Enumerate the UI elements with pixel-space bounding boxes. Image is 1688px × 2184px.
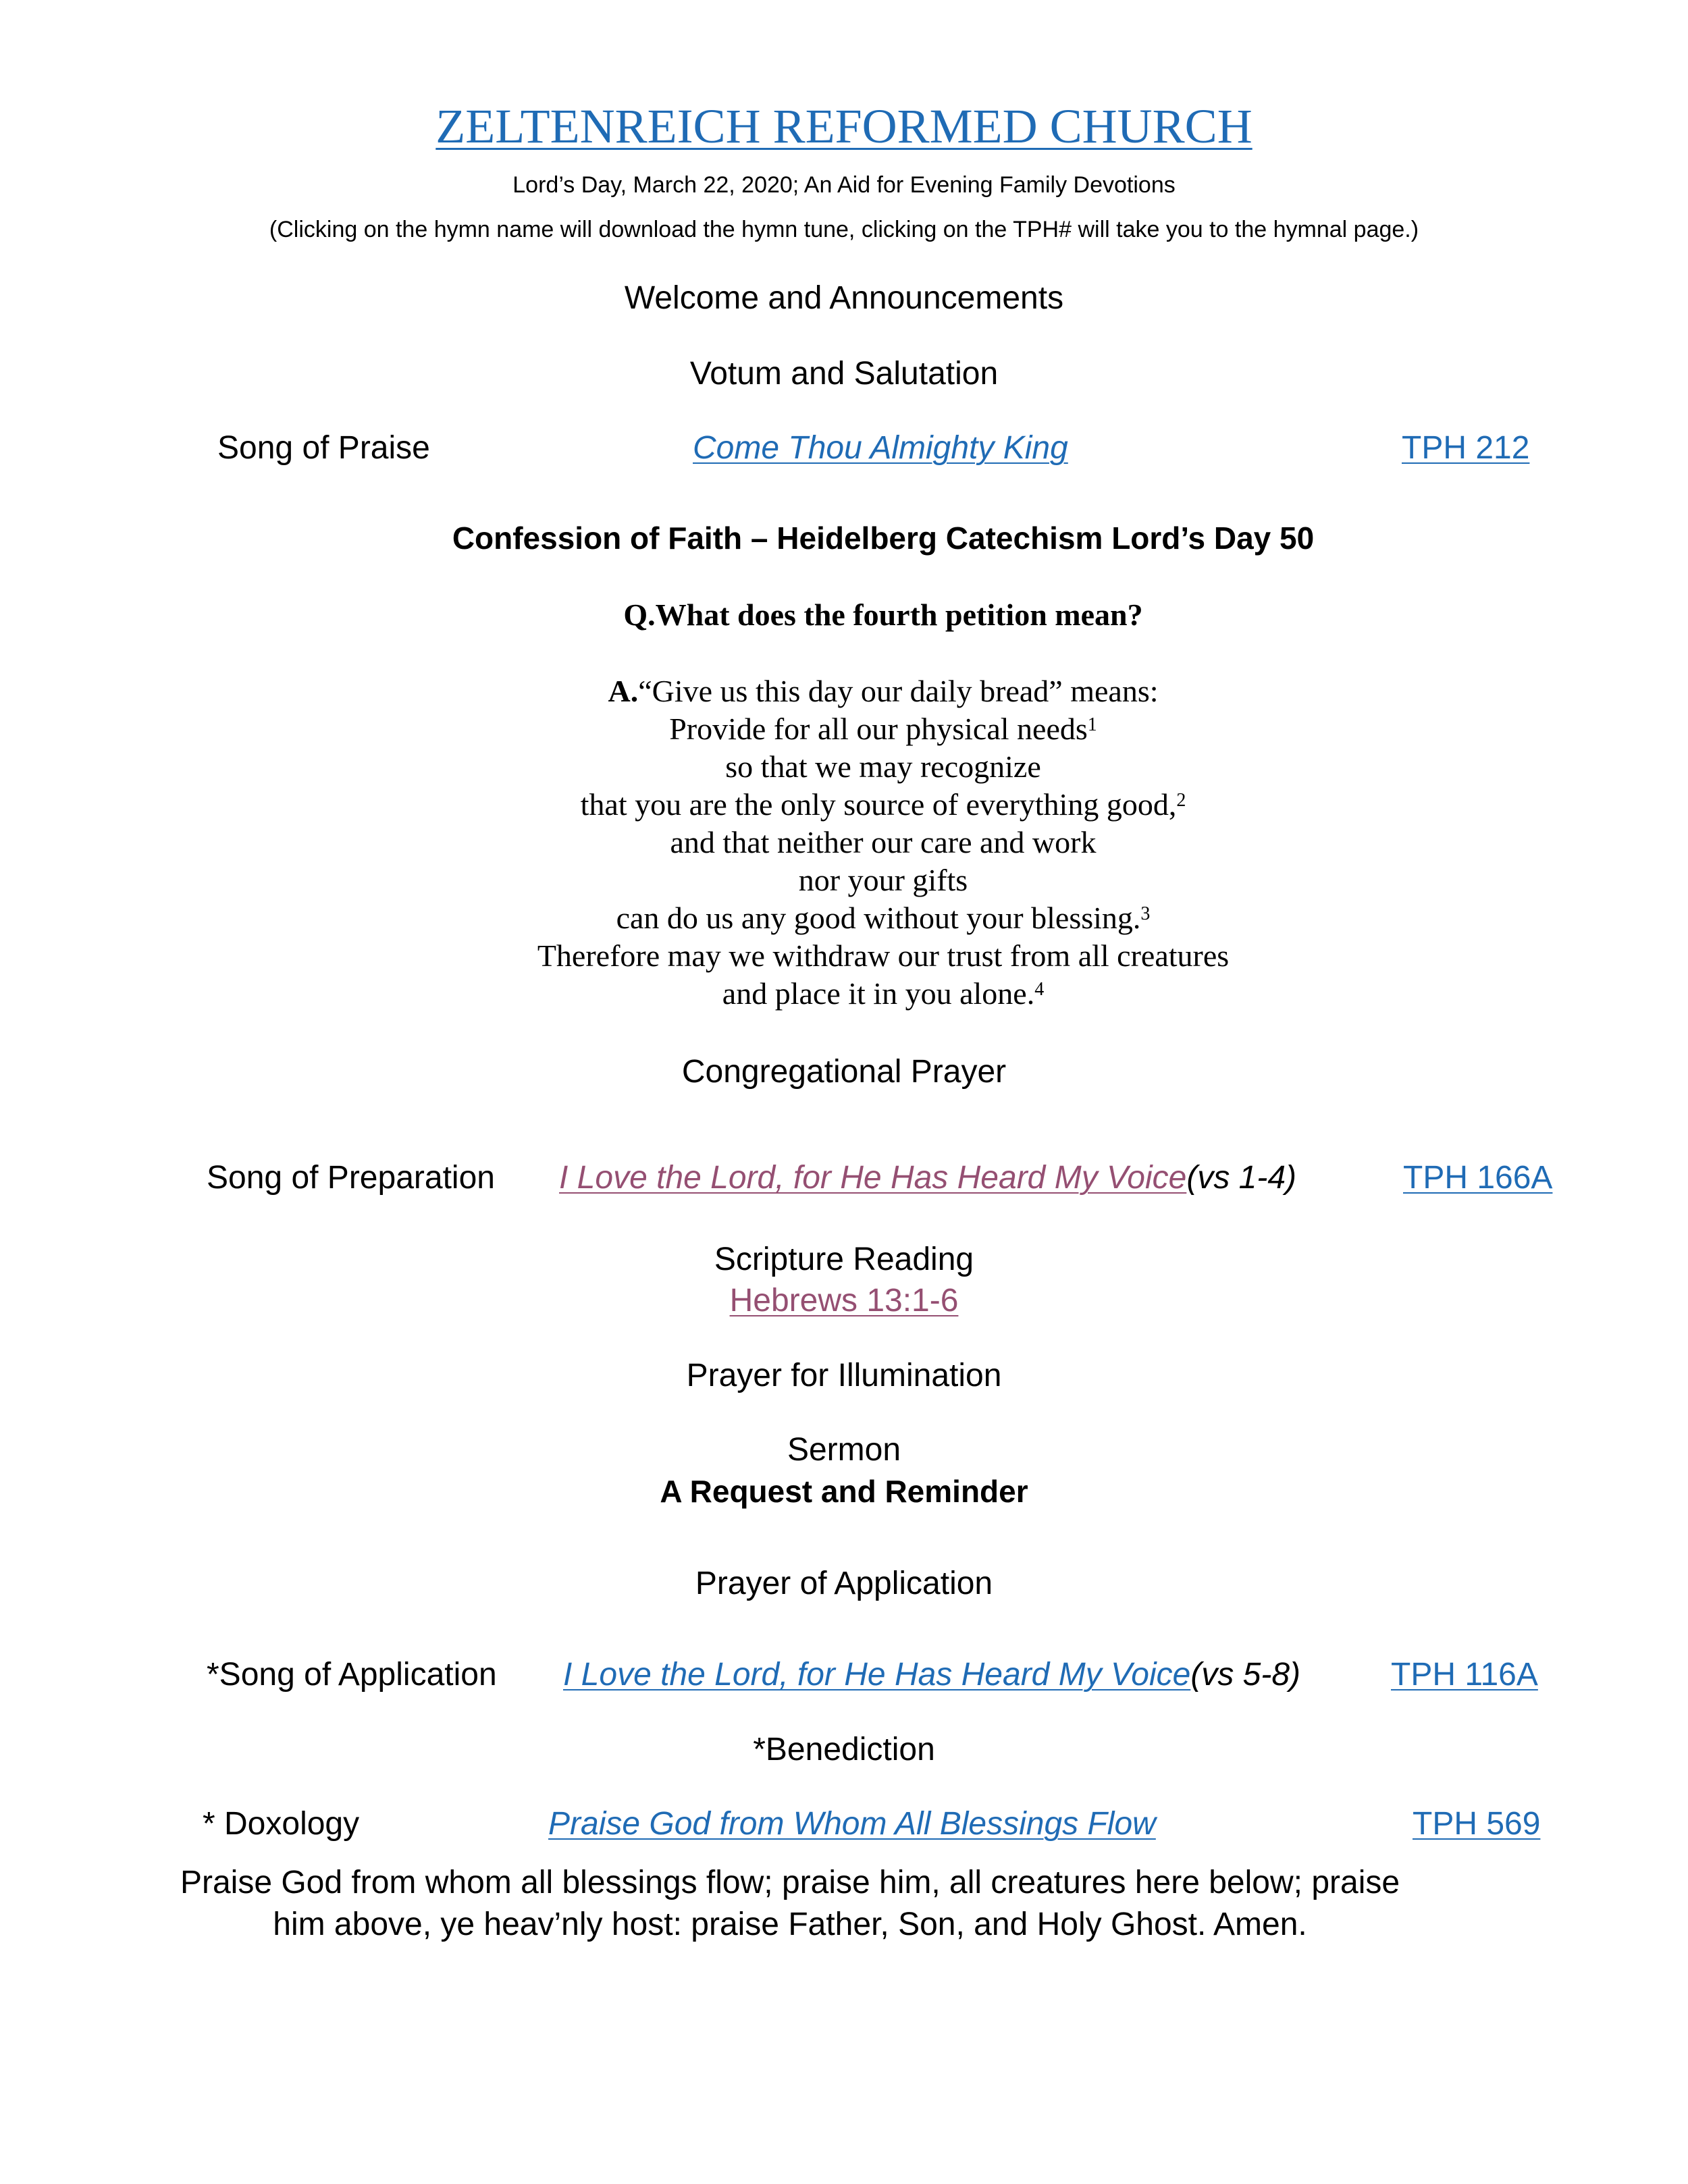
doxology-text-line-1: Praise God from whom all blessings flow; praise him, all creatures here below; praise [180, 1865, 1400, 1900]
welcome-heading: Welcome and Announcements [624, 280, 1064, 316]
song-of-application-label: *Song of Application [207, 1657, 497, 1693]
hebrews-13-link[interactable]: Hebrews 13:1-6 [729, 1283, 959, 1319]
prayer-illumination-heading: Prayer for Illumination [686, 1358, 1002, 1393]
app-verses: (vs 5-8) [1190, 1657, 1301, 1693]
doxology-text-line-2: him above, ye heav’nly host: praise Father, Son, and Holy Ghost. Amen. [273, 1907, 1307, 1942]
instructions-note: (Clicking on the hymn name will download the hymn tune, clicking on the TPH# will take you to the hymnal page.) [269, 217, 1419, 242]
prep-verses: (vs 1-4) [1186, 1160, 1297, 1196]
prayer-application-heading: Prayer of Application [695, 1566, 993, 1601]
footnote-3: 3 [1140, 903, 1151, 924]
tph-212-link[interactable]: TPH 212 [1402, 430, 1530, 466]
sermon-title: A Request and Reminder [660, 1474, 1028, 1509]
answer-line-9: and place it in you alone. [722, 976, 1035, 1011]
answer-line-6: nor your gifts [798, 863, 968, 897]
answer-line-2: Provide for all our physical needs [669, 712, 1088, 746]
i-love-the-lord-link-1[interactable]: I Love the Lord, for He Has Heard My Voice [559, 1160, 1187, 1196]
tph-116a-link[interactable]: TPH 116A [1391, 1657, 1538, 1693]
footnote-4: 4 [1034, 979, 1045, 1000]
answer-line-3: so that we may recognize [725, 749, 1041, 784]
sermon-heading: Sermon [787, 1432, 901, 1468]
answer-prefix: A. [608, 674, 639, 708]
congregational-prayer-heading: Congregational Prayer [681, 1054, 1007, 1090]
tph-166a-link[interactable]: TPH 166A [1403, 1160, 1553, 1196]
doxology-label: * Doxology [203, 1806, 360, 1842]
answer-line-7: can do us any good without your blessing. [616, 901, 1141, 935]
catechism-question: Q.What does the fourth petition mean? [623, 597, 1143, 632]
church-title: ZELTENREICH REFORMED CHURCH [436, 99, 1252, 153]
tph-569-link[interactable]: TPH 569 [1413, 1806, 1541, 1842]
benediction-heading: *Benediction [753, 1732, 935, 1767]
answer-line-8: Therefore may we withdraw our trust from all creatures [537, 938, 1230, 973]
date-line: Lord’s Day, March 22, 2020; An Aid for Evening Family Devotions [512, 172, 1176, 198]
votum-heading: Votum and Salutation [689, 356, 999, 392]
answer-line-4: that you are the only source of everything good, [580, 787, 1177, 822]
i-love-the-lord-link-2[interactable]: I Love the Lord, for He Has Heard My Voice [563, 1657, 1191, 1693]
song-of-preparation-label: Song of Preparation [207, 1160, 495, 1196]
scripture-reading-heading: Scripture Reading [714, 1242, 974, 1277]
song-of-praise-label: Song of Praise [217, 430, 430, 466]
footnote-2: 2 [1176, 790, 1186, 811]
confession-heading: Confession of Faith – Heidelberg Catechism Lord’s Day 50 [452, 521, 1315, 556]
come-thou-almighty-king-link[interactable]: Come Thou Almighty King [693, 430, 1068, 466]
footnote-1: 1 [1087, 714, 1097, 735]
answer-line-1: “Give us this day our daily bread” means: [638, 674, 1159, 708]
praise-god-link[interactable]: Praise God from Whom All Blessings Flow [548, 1806, 1156, 1842]
answer-line-5: and that neither our care and work [670, 825, 1097, 859]
